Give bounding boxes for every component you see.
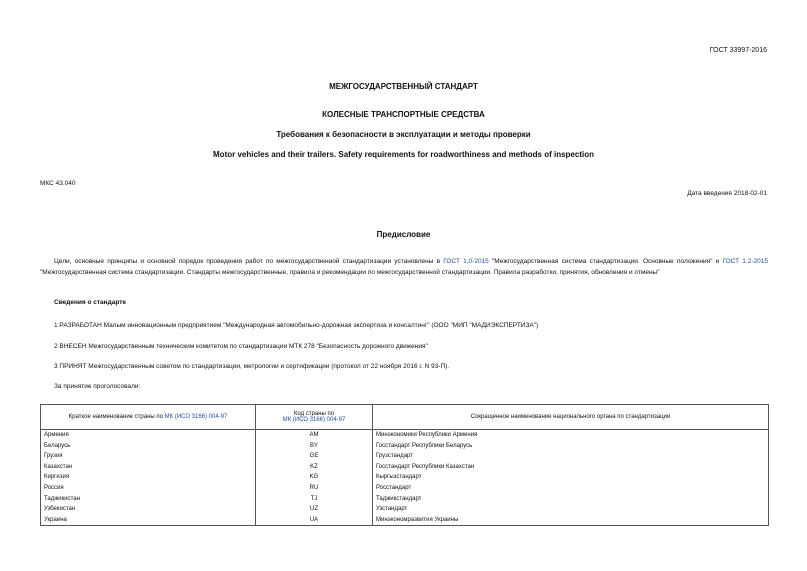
table-row [41,483,769,494]
cell-body: Минэкономики Республики Армения [373,430,769,441]
cell-body: Росстандарт [373,483,769,494]
cell-code: KG [256,472,373,483]
cell-code: KZ [256,462,373,473]
cell-code: AM [256,430,373,441]
item-submitted: 2 ВНЕСЕН Межгосударственным техническим комитетом по стандартизации МТК 278 "Безопасность дорожного движения" [54,343,428,350]
cell-country: Грузия [41,451,256,462]
cell-body: Кыргызстандарт [373,472,769,483]
intro-date: Дата введения 2018-02-01 [687,190,767,197]
cell-body: Узстандарт [373,504,769,515]
column-header-code [256,405,373,430]
info-heading: Сведения о стандарте [54,299,127,306]
preface-text: "Межгосударственная система стандартизации. Стандарты межгосударственные, правила и рекомендации по межгосударственной стандартизации. Правила разработки, принятия, обновления и отмены" [40,269,660,276]
standard-type: МЕЖГОСУДАРСТВЕННЫЙ СТАНДАРТ [329,82,478,91]
cell-code: BY [256,441,373,452]
cell-code: RU [256,483,373,494]
cell-code: UZ [256,504,373,515]
cell-country: Таджикистан [41,494,256,505]
preface-text: "Межгосударственная система стандартизации. Основные положения" и [488,258,723,265]
table-row [41,494,769,505]
mks-code: МКС 43.040 [40,180,76,187]
header-text: Код страны по [293,411,335,417]
gost-1-2-link[interactable]: ГОСТ 1.2-2015 [722,258,768,265]
table-row [41,441,769,452]
table-row [41,451,769,462]
mk-iso-link[interactable]: МК (ИСО 3166) 004-97 [164,414,228,420]
cell-body: Госстандарт Республики Казахстан [373,462,769,473]
item-adopted: 3 ПРИНЯТ Межгосударственным советом по стандартизации, метрологии и сертификации (протокол от 22 ноября 2016 г. N 93-П). [54,363,450,370]
cell-code: TJ [256,494,373,505]
mk-iso-link[interactable]: МК (ИСО 3166) 004-97 [282,417,346,423]
header-text: Краткое наименование страны по [68,414,165,420]
gost-1-0-link[interactable]: ГОСТ 1.0-2015 [443,258,489,265]
table-row [41,504,769,515]
table-row [41,462,769,473]
cell-country: Киргизия [41,472,256,483]
cell-body: Минэкономразвития Украины [373,515,769,526]
cell-country: Армения [41,430,256,441]
title-sub: Требования к безопасности в эксплуатации и методы проверки [276,130,531,139]
preface-paragraph [40,256,768,278]
column-header-body: Сокращенное наименование национального органа по стандартизации [373,405,769,430]
table-row [41,515,769,526]
column-header-country [41,405,256,430]
table-row [41,430,769,441]
cell-body: Таджикстандарт [373,494,769,505]
title-en: Motor vehicles and their trailers. Safety requirements for roadworthiness and methods of inspection [213,150,594,159]
cell-code: GE [256,451,373,462]
document-code: ГОСТ 33997-2016 [709,47,767,54]
cell-code: UA [256,515,373,526]
voted-label: За принятие проголосовали: [54,383,141,390]
title-main: КОЛЕСНЫЕ ТРАНСПОРТНЫЕ СРЕДСТВА [322,110,485,119]
cell-country: Казахстан [41,462,256,473]
cell-country: Россия [41,483,256,494]
preface-heading: Предисловие [376,230,431,239]
cell-country: Узбекистан [41,504,256,515]
cell-body: Госстандарт Республики Беларусь [373,441,769,452]
preface-text: Цели, основные принципы и основной порядок проведения работ по межгосударственной стандартизации установлены в [54,258,444,265]
cell-country: Беларусь [41,441,256,452]
item-developed: 1 РАЗРАБОТАН Малым инновационным предприятием "Международная автомобильно-дорожная экспертиза и консалтинг" (ООО "МИП "МАДИЭКСПЕРТИЗА") [54,322,539,329]
table-row [41,472,769,483]
voting-table [40,404,769,526]
cell-country: Украина [41,515,256,526]
cell-body: Грузстандарт [373,451,769,462]
